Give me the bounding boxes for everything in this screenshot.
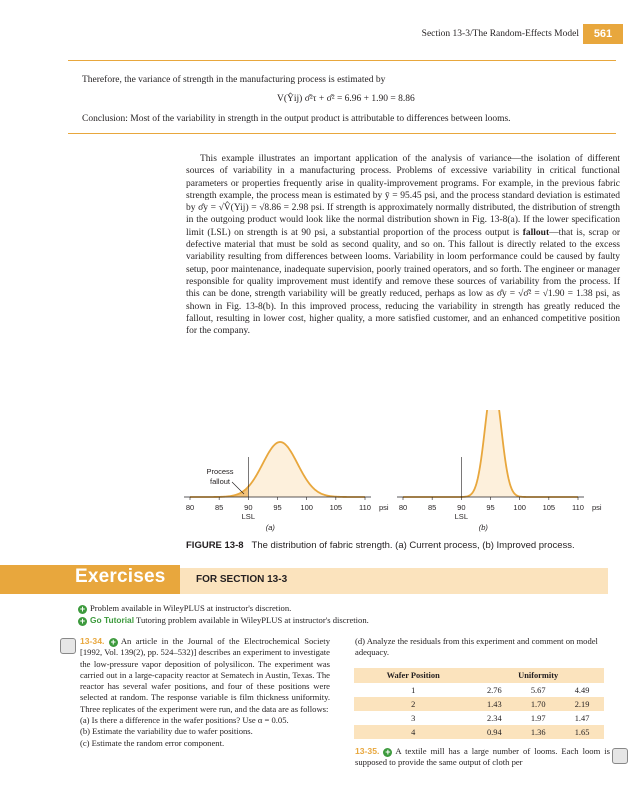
x-tick-label: 100	[300, 503, 313, 512]
x-tick-label: 95	[273, 503, 282, 512]
variance-equation: V(Ŷij) σ̂²τ + σ̂² = 6.96 + 1.90 = 8.86	[277, 94, 415, 104]
note-wileyplus-text: Problem available in WileyPLUS at instructor's discretion.	[90, 603, 292, 613]
table-row	[354, 711, 604, 725]
paragraph-part-1: This example illustrates an important application of the analysis of variance—the isolation of different sources of variability in a manufacturing process. Problems of excessive variability in critical functional parameters or properties frequently arise in quality-improvement programs. For example, in the previous fabric strength example, the process mean is estimated by ȳ = 95.45 psi, and the process standard deviation is estimated by σ̂y = √V̂(Yij) = √8.86 = 2.98 psi. If strength is approximately normally distributed, the distribution of strength in the outgoing product would look like the normal distribution shown in Fig. 13-8(a). If the lower specification limit (LSL) on strength is at 90 psi, a substantial proportion of the process output is	[186, 154, 620, 238]
panel-title: (a)	[265, 523, 275, 532]
x-tick-label: 105	[329, 503, 343, 512]
figure-13-8	[170, 410, 610, 535]
running-header: Section 13-3/The Random-Effects Model	[421, 29, 579, 39]
plus-icon: +	[385, 747, 391, 757]
exercise-13-34	[80, 636, 330, 749]
exercise-number: 13-34.	[80, 636, 105, 646]
exercise-13-34-part-a: (a) Is there a difference in the wafer positions? Use α = 0.05.	[80, 715, 289, 726]
body-paragraph	[186, 153, 620, 337]
table-cell: 2	[354, 697, 472, 711]
x-tick-label: 80	[398, 503, 408, 512]
x-tick-label: 85	[214, 503, 224, 512]
x-tick-label: 90	[457, 503, 466, 512]
multimedia-icon	[60, 638, 76, 654]
table-cell: 3	[411, 713, 416, 723]
plus-icon: +	[110, 637, 116, 647]
exercises-section-label: FOR SECTION 13-3	[196, 574, 288, 585]
x-tick-label: 100	[513, 503, 526, 512]
wafer-uniformity-table	[354, 668, 604, 739]
x-tick-label: 110	[572, 503, 584, 512]
paragraph-part-2: —that is, scrap or defective material that must be sold as second quality, and so on. This fallout is directly related to the excess variability resulting from differences between looms. Variability in loom performance could be caused by faulty setup, poor maintenance, inadequate supervision, poorly trained operators, and so forth. The engineer or manager responsible for quality improvement must identify and remove these sources of variability from the process. If this can be done, strength variability will be greatly reduced, perhaps as low as σ̂y = √σ̂² = √1.90 = 1.38 psi, as shown in Fig. 13-8(b). In this improved process, reducing the variability in strength has greatly reduced the fallout, resulting in lower cost, higher quality, a more satisfied customer, and an enhanced competitive position for the company.	[186, 227, 620, 337]
table-cell: 1.70	[516, 697, 560, 711]
figure-caption	[186, 540, 575, 551]
table-cell: 0.94	[472, 725, 516, 739]
part-d-text: (d) Analyze the residuals from this experiment and comment on model adequacy.	[355, 636, 598, 658]
lsl-label: LSL	[454, 512, 469, 521]
x-tick-label: 85	[427, 503, 437, 512]
exercise-13-34-part-d	[355, 636, 610, 659]
lsl-label: LSL	[241, 512, 256, 521]
figure-label: FIGURE 13-8	[186, 540, 244, 551]
fallout-annotation: Process	[206, 467, 234, 476]
table-cell: 1	[411, 685, 416, 695]
curve-fill	[403, 410, 578, 497]
table-cell: 1.36	[516, 725, 560, 739]
conclusion-text: Conclusion: Most of the variability in strength in the output product is attributable to differences between looms.	[82, 114, 511, 124]
table-cell: 5.67	[530, 685, 546, 695]
table-cell: 1.65	[560, 725, 604, 739]
annotation-pointer	[232, 482, 244, 494]
x-axis-label: psi	[592, 503, 602, 512]
x-tick-label: 95	[486, 503, 495, 512]
table-header: Wafer Position	[354, 668, 472, 683]
plus-icon: +	[79, 604, 86, 614]
table-cell: 1.47	[574, 713, 590, 723]
exercises-title: Exercises	[75, 566, 166, 587]
x-tick-label: 105	[542, 503, 556, 512]
x-tick-label: 110	[359, 503, 371, 512]
table-cell: 4	[354, 725, 472, 739]
table-cell: 2.76	[486, 685, 502, 695]
table-cell: 2.34	[486, 713, 502, 723]
page-number: 561	[583, 24, 623, 44]
note-wileyplus	[78, 603, 291, 614]
table-row	[354, 697, 604, 711]
fallout-annotation: fallout	[209, 477, 231, 486]
x-tick-label: 90	[244, 503, 253, 512]
figure-caption-text: The distribution of fabric strength. (a) Current process, (b) Improved process.	[251, 540, 575, 551]
panel-title: (b)	[478, 523, 488, 532]
exercise-13-34-part-b: (b) Estimate the variability due to wafer positions.	[80, 726, 253, 737]
chart-panel-b	[397, 410, 602, 532]
exercise-13-35	[355, 746, 610, 769]
table-cell: 2.19	[560, 697, 604, 711]
go-tutorial-label: Go Tutorial	[90, 615, 135, 625]
note-go-tutorial	[78, 615, 369, 626]
note-go-tutorial-text: Tutoring problem available in WileyPLUS at instructor's discretion.	[136, 615, 369, 625]
box-intro-text: Therefore, the variance of strength in the manufacturing process is estimated by	[82, 75, 386, 85]
x-tick-label: 80	[185, 503, 195, 512]
x-axis-label: psi	[379, 503, 389, 512]
multimedia-icon	[612, 748, 628, 764]
table-cell: 4.49	[574, 685, 590, 695]
table-row	[354, 683, 604, 697]
exercise-13-35-text: A textile mill has a large number of looms. Each loom is supposed to provide the same output of cloth per	[355, 746, 610, 768]
fallout-term: fallout	[522, 227, 550, 238]
table-cell: 1.97	[530, 713, 546, 723]
table-cell: 1.43	[472, 697, 516, 711]
plus-icon: +	[79, 616, 86, 626]
chart-panel-a	[184, 442, 389, 532]
table-header: Uniformity	[472, 668, 604, 683]
exercise-13-34-part-c: (c) Estimate the random error component.	[80, 737, 225, 748]
fallout-area	[190, 487, 248, 497]
exercise-13-34-text: An article in the Journal of the Electrochemical Society [1992, Vol. 139(2), pp. 524–532)] describes an experiment to investigate the low-pressure vapor deposition of polysilicon. The experiment was carried out in a large-capacity reactor at Sematech in Austin, Texas. The reactor has several wafer positions, and four of these positions were selected at random. The response variable is film thickness uniformity. Three replicates of the experiment were run, and the data are as follows:	[80, 636, 330, 714]
exercise-number: 13-35.	[355, 746, 380, 756]
table-row	[354, 725, 604, 739]
